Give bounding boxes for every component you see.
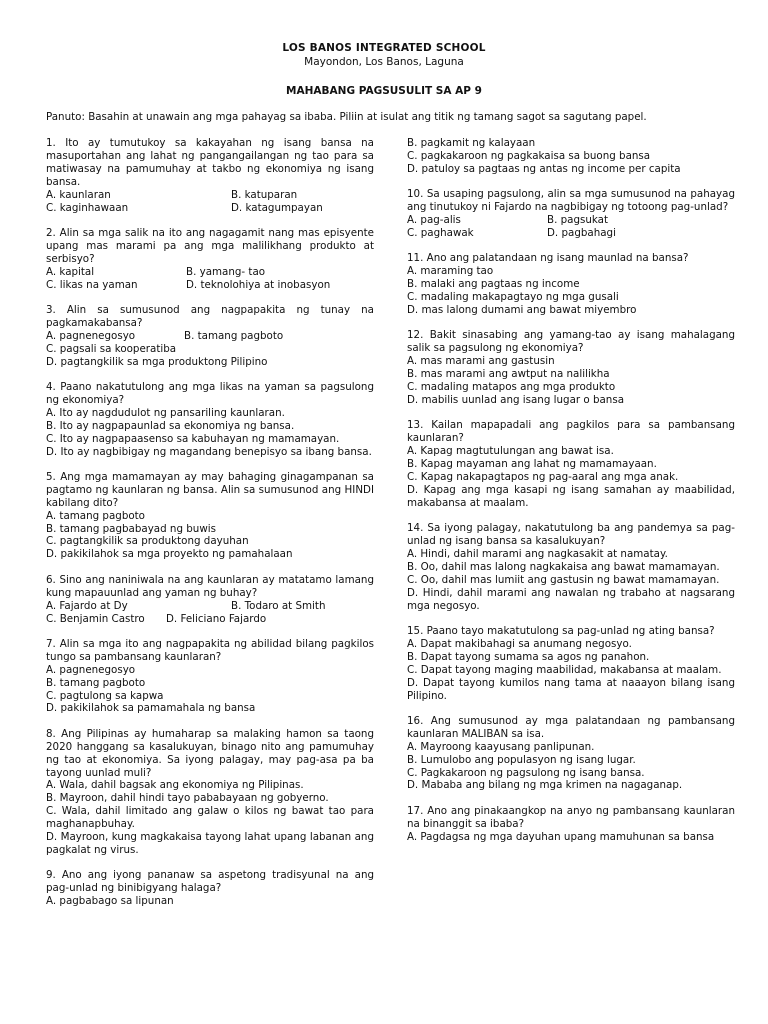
question-6: [46, 574, 374, 626]
choice-d: D. Ito ay nagbibigay ng magandang benepisyo sa ibang bansa.: [46, 445, 372, 458]
choice-b: B. Todaro at Smith: [231, 599, 326, 612]
question-stem: 15. Paano tayo makatutulong sa pag-unlad ng ating bansa?: [407, 625, 715, 637]
choice-a: A. Hindi, dahil marami ang nagkasakit at namatay.: [407, 547, 668, 560]
question-9: [46, 869, 374, 908]
choice-d: D. Mayroon, kung magkakaisa tayong lahat upang labanan ang pagkalat ng virus.: [46, 831, 374, 856]
choice-b: B. katuparan: [231, 188, 298, 201]
question-17: [407, 805, 735, 844]
question-stem: 16. Ang sumusunod ay mga palatandaan ng pambansang kaunlaran MALIBAN sa isa.: [407, 714, 735, 740]
choice-d: D. mabilis uunlad ang isang lugar o bansa: [407, 393, 625, 406]
choice-b: B. tamang pagbabayad ng buwis: [46, 522, 216, 535]
choice-b: B. tamang pagboto: [184, 329, 284, 342]
choice-b: B. malaki ang pagtaas ng income: [407, 278, 580, 291]
exam-title: MAHABANG PAGSUSULIT SA AP 9: [286, 85, 482, 97]
choice-a: A. Dapat makibahagi sa anumang negosyo.: [407, 637, 632, 650]
question-stem: 7. Alin sa mga ito ang nagpapakita ng abilidad bilang pagkilos tungo sa pambansang kaunlaran?: [46, 637, 374, 663]
question-3: [46, 304, 374, 369]
question-8: [46, 728, 374, 857]
choice-b: B. pagsukat: [547, 214, 609, 227]
choice-b: B. tamang pagboto: [46, 676, 146, 689]
choice-a: A. pagnenegosyo: [46, 329, 136, 342]
question-9-continued: [407, 137, 735, 176]
choice-c: C. Kapag nakapagtapos ng pag-aaral ang mga anak.: [407, 470, 679, 483]
choice-b: B. Oo, dahil mas lalong nagkakaisa ang bawat mamamayan.: [407, 560, 720, 573]
question-13: [407, 419, 735, 509]
choice-c: C. Wala, dahil limitado ang galaw o kilos ng bawat tao para maghanapbuhay.: [46, 805, 374, 831]
question-stem: 10. Sa usaping pagsulong, alin sa mga sumusunod na pahayag ang tinutukoy ni Fajardo na nagbibigay ng totoong pag-unlad?: [407, 188, 735, 214]
school-name: LOS BANOS INTEGRATED SCHOOL: [282, 42, 486, 54]
question-16: [407, 715, 735, 792]
choice-b: B. mas marami ang awtput na nalilikha: [407, 368, 610, 381]
choice-d: D. pakikilahok sa pamamahala ng bansa: [46, 702, 256, 715]
question-stem: 13. Kailan mapapadali ang pagkilos para sa pambansang kaunlaran?: [407, 419, 735, 445]
choice-a: A. kapital: [46, 265, 95, 278]
question-15: [407, 625, 735, 702]
choice-b: B. Kapag mayaman ang lahat ng mamamayaan.: [407, 458, 657, 471]
choice-a: A. Ito ay nagdudulot ng pansariling kaunlaran.: [46, 406, 285, 419]
school-address: Mayondon, Los Banos, Laguna: [304, 56, 464, 68]
choice-a: A. Kapag magtutulungan ang bawat isa.: [407, 445, 614, 458]
choice-c: C. Pagkakaroon ng pagsulong ng isang bansa.: [407, 766, 645, 779]
choice-d: D. pakikilahok sa mga proyekto ng pamahalaan: [46, 548, 293, 561]
question-11: [407, 252, 735, 317]
choice-a: A. tamang pagboto: [46, 509, 145, 522]
choice-a: A. pagbabago sa lipunan: [46, 895, 174, 908]
choice-d: D. Kapag ang mga kasapi ng isang samahan ay maabilidad, makabansa at maalam.: [407, 483, 735, 509]
choice-a: A. Wala, dahil bagsak ang ekonomiya ng Pilipinas.: [46, 779, 304, 792]
choice-c: C. madaling matapos ang mga produkto: [407, 381, 616, 393]
choice-c: C. pagsali sa kooperatiba: [46, 342, 177, 355]
choice-a: A. pagnenegosyo: [46, 663, 136, 676]
question-stem: 11. Ano ang palatandaan ng isang maunlad na bansa?: [407, 252, 689, 265]
choice-b: B. Mayroon, dahil hindi tayo pababayaan ng gobyerno.: [46, 792, 329, 805]
choice-d: D. katagumpayan: [231, 201, 323, 214]
question-5: [46, 471, 374, 561]
right-column: [407, 137, 735, 856]
question-stem: 5. Ang mga mamamayan ay may bahaging ginagampanan sa pagtamo ng kaunlaran ng bansa. Alin sa sumusunod ang HINDI kabilang dito?: [46, 470, 374, 509]
choice-d: D. Feliciano Fajardo: [166, 612, 267, 625]
choice-c: C. Dapat tayong maging maabilidad, makabansa at maalam.: [407, 663, 722, 676]
question-14: [407, 522, 735, 612]
choice-c: C. likas na yaman: [46, 278, 138, 291]
question-stem: 17. Ano ang pinakaangkop na anyo ng pambansang kaunlaran na binanggit sa ibaba?: [407, 804, 735, 830]
instructions: Panuto: Basahin at unawain ang mga pahayag sa ibaba. Piliin at isulat ang titik ng tamang sagot sa sagutang papel.: [46, 111, 647, 123]
choice-a: A. Mayroong kaayusang panlipunan.: [407, 740, 595, 753]
question-4: [46, 381, 374, 458]
choice-c: C. madaling makapagtayo ng mga gusali: [407, 291, 619, 304]
choice-b: B. Lumulobo ang populasyon ng isang lugar.: [407, 753, 636, 766]
question-7: [46, 638, 374, 715]
choice-d: D. pagtangkilik sa mga produktong Pilipino: [46, 355, 268, 368]
choice-c: C. pagkakaroon ng pagkakaisa sa buong bansa: [407, 149, 651, 162]
question-12: [407, 329, 735, 406]
choice-a: A. maraming tao: [407, 265, 494, 278]
choice-d: D. pagbahagi: [547, 226, 616, 239]
choice-c: C. Ito ay nagpapaasenso sa kabuhayan ng mamamayan.: [46, 432, 340, 445]
choice-c: C. paghawak: [407, 226, 474, 239]
question-stem: 8. Ang Pilipinas ay humaharap sa malaking hamon sa taong 2020 hanggang sa kasalukuyan, binago nito ang pamumuhay ng tao at ekonomiya. Sa iyong palagay, may pag-asa pa ba tayong uunlad muli?: [46, 727, 374, 779]
question-2: [46, 227, 374, 292]
choice-b: B. Dapat tayong sumama sa agos ng panahon.: [407, 650, 650, 663]
choice-a: A. pag-alis: [407, 214, 461, 227]
question-10: [407, 188, 735, 240]
choice-a: A. Fajardo at Dy: [46, 599, 128, 612]
choice-b: B. yamang- tao: [186, 265, 266, 278]
question-stem: 2. Alin sa mga salik na ito ang nagagamit nang mas episyente upang mas marami pa ang mga malilikhang produkto at serbisyo?: [46, 226, 374, 265]
choice-d: D. mas lalong dumami ang bawat miyembro: [407, 303, 637, 316]
choice-a: A. kaunlaran: [46, 188, 111, 201]
question-stem: 9. Ano ang iyong pananaw sa aspetong tradisyunal na ang pag-unlad ng binibigyang halaga?: [46, 869, 374, 895]
choice-c: C. pagtulong sa kapwa: [46, 689, 164, 702]
choice-c: C. Benjamin Castro: [46, 612, 145, 625]
choice-d: D. teknolohiya at inobasyon: [186, 278, 331, 291]
choice-d: D. Mababa ang bilang ng mga krimen na nagaganap.: [407, 779, 683, 792]
choice-d: D. Dapat tayong kumilos nang tama at naaayon bilang isang Pilipino.: [407, 676, 735, 702]
choice-b: B. pagkamit ng kalayaan: [407, 137, 536, 149]
question-stem: 1. Ito ay tumutukoy sa kakayahan ng isang bansa na masuportahan ang lahat ng pangangailangan ng tao para sa matiwasay na pamumuhay at takbo ng ekonomiya ng isang bansa.: [46, 137, 374, 188]
choice-c: C. pagtangkilik sa produktong dayuhan: [46, 535, 249, 548]
question-stem: 3. Alin sa sumusunod ang nagpapakita ng tunay na pagkamakabansa?: [46, 303, 374, 329]
question-stem: 6. Sino ang naniniwala na ang kaunlaran ay matatamo lamang kung mapauunlad ang yaman ng buhay?: [46, 573, 374, 599]
question-1: [46, 137, 374, 214]
choice-c: C. kaginhawaan: [46, 201, 129, 214]
question-stem: 4. Paano nakatutulong ang mga likas na yaman sa pagsulong ng ekonomiya?: [46, 381, 374, 406]
question-stem: 14. Sa iyong palagay, nakatutulong ba ang pandemya sa pag-unlad ng isang bansa sa kasalukuyan?: [407, 522, 735, 548]
left-column: [46, 137, 374, 921]
choice-b: B. Ito ay nagpapaunlad sa ekonomiya ng bansa.: [46, 419, 295, 432]
choice-d: D. Hindi, dahil marami ang nawalan ng trabaho at nagsarang mga negosyo.: [407, 586, 735, 612]
choice-a: A. mas marami ang gastusin: [407, 355, 555, 368]
choice-a: A. Pagdagsa ng mga dayuhan upang mamuhunan sa bansa: [407, 830, 715, 843]
choice-d: D. patuloy sa pagtaas ng antas ng income per capita: [407, 162, 681, 175]
choice-c: C. Oo, dahil mas lumiit ang gastusin ng bawat mamamayan.: [407, 573, 720, 586]
question-stem: 12. Bakit sinasabing ang yamang-tao ay isang mahalagang salik sa pagsulong ng ekonomiya?: [407, 329, 735, 355]
